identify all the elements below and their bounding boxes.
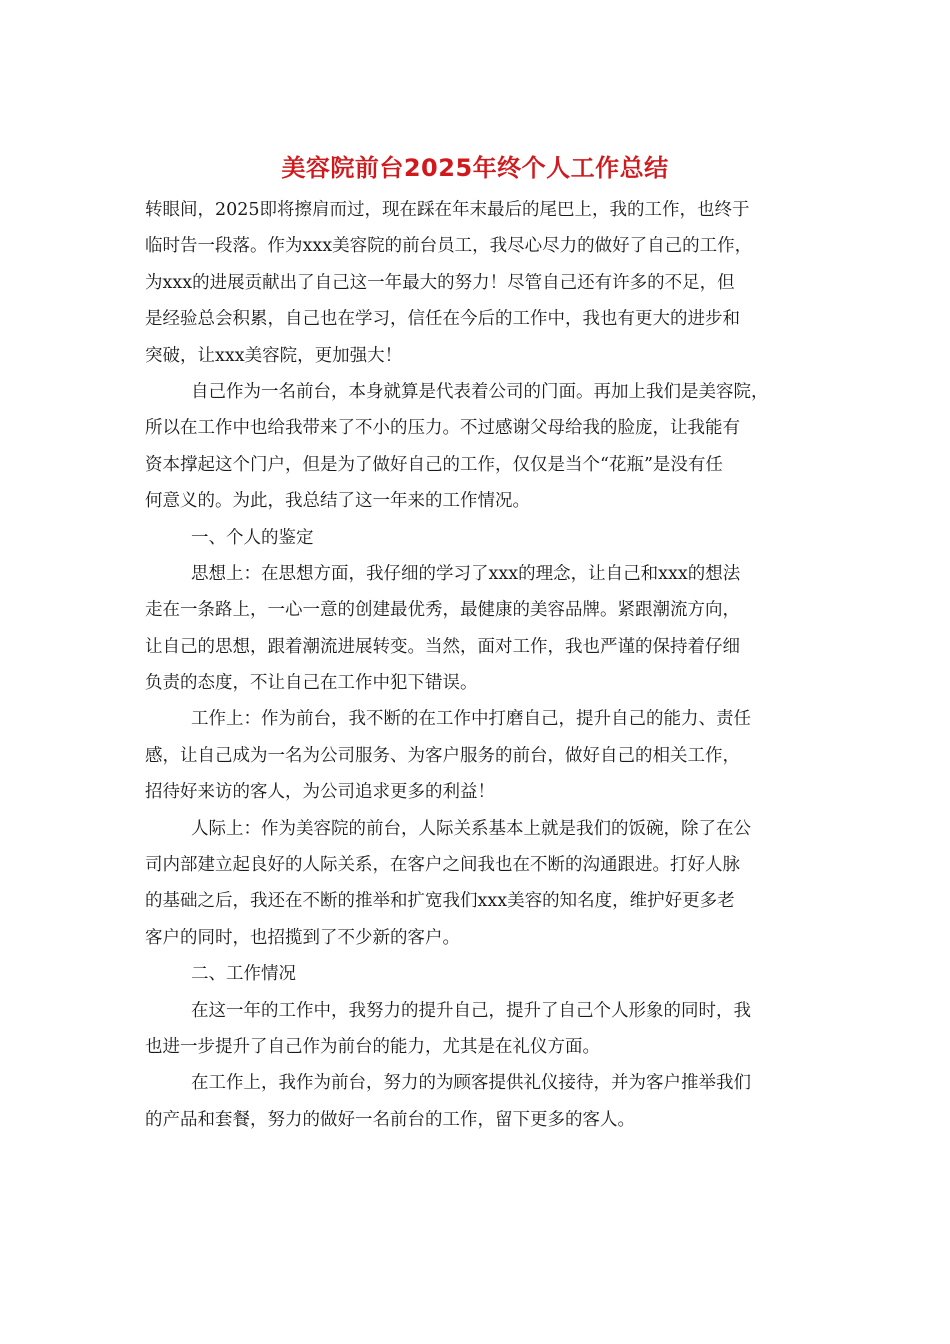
text-line: 招待好来访的客人，为公司追求更多的利益！ [145, 782, 495, 803]
text-line: 工作上：作为前台，我不断的在工作中打磨自己，提升自己的能力、责任 [191, 709, 751, 730]
text-line: 何意义的。为此，我总结了这一年来的工作情况。 [145, 491, 530, 512]
text-line: 客户的同时，也招揽到了不少新的客户。 [145, 927, 460, 948]
text-line: 资本撑起这个门户，但是为了做好自己的工作，仅仅是当个“花瓶”是没有任 [145, 454, 723, 475]
text-line: 二、工作情况 [191, 964, 296, 985]
text-line: 临时告一段落。作为xxx美容院的前台员工，我尽心尽力的做好了自己的工作， [145, 236, 753, 257]
text-line: 感，让自己成为一名为公司服务、为客户服务的前台，做好自己的相关工作， [145, 745, 740, 766]
text-line: 是经验总会积累，自己也在学习，信任在今后的工作中，我也有更大的进步和 [145, 309, 740, 330]
text-line: 司内部建立起良好的人际关系，在客户之间我也在不断的沟通跟进。打好人脉 [145, 855, 740, 876]
text-line: 的基础之后，我还在不断的推举和扩宽我们xxx美容的知名度，维护好更多老 [145, 891, 735, 912]
document-title: 美容院前台2025年终个人工作总结 [281, 154, 669, 182]
text-line: 为xxx的进展贡献出了自己这一年最大的努力！尽管自己还有许多的不足，但 [145, 272, 735, 293]
text-line: 所以在工作中也给我带来了不小的压力。不过感谢父母给我的脸庞，让我能有 [145, 418, 740, 439]
text-line: 让自己的思想，跟着潮流进展转变。当然，面对工作，我也严谨的保持着仔细 [145, 636, 740, 657]
text-line: 负责的态度，不让自己在工作中犯下错误。 [145, 673, 478, 694]
text-line: 人际上：作为美容院的前台，人际关系基本上就是我们的饭碗，除了在公 [191, 818, 751, 839]
text-line: 转眼间，2025即将擦肩而过，现在踩在年末最后的尾巴上，我的工作，也终于 [145, 200, 750, 220]
text-line: 在工作上，我作为前台，努力的为顾客提供礼仪接待，并为客户推举我们 [191, 1073, 751, 1094]
text-line: 也进一步提升了自己作为前台的能力，尤其是在礼仪方面。 [145, 1036, 600, 1057]
document-body [145, 192, 825, 1138]
text-line: 自己作为一名前台，本身就算是代表着公司的门面。再加上我们是美容院， [191, 381, 769, 402]
text-line: 思想上：在思想方面，我仔细的学习了xxx的理念，让自己和xxx的想法 [191, 563, 741, 584]
text-line: 在这一年的工作中，我努力的提升自己，提升了自己个人形象的同时，我 [191, 1000, 751, 1021]
text-line: 突破，让xxx美容院，更加强大！ [145, 345, 403, 366]
text-line: 一、个人的鉴定 [191, 527, 314, 548]
text-line: 的产品和套餐，努力的做好一名前台的工作，留下更多的客人。 [145, 1109, 635, 1130]
text-line: 走在一条路上，一心一意的创建最优秀，最健康的美容品牌。紧跟潮流方向， [145, 600, 740, 621]
